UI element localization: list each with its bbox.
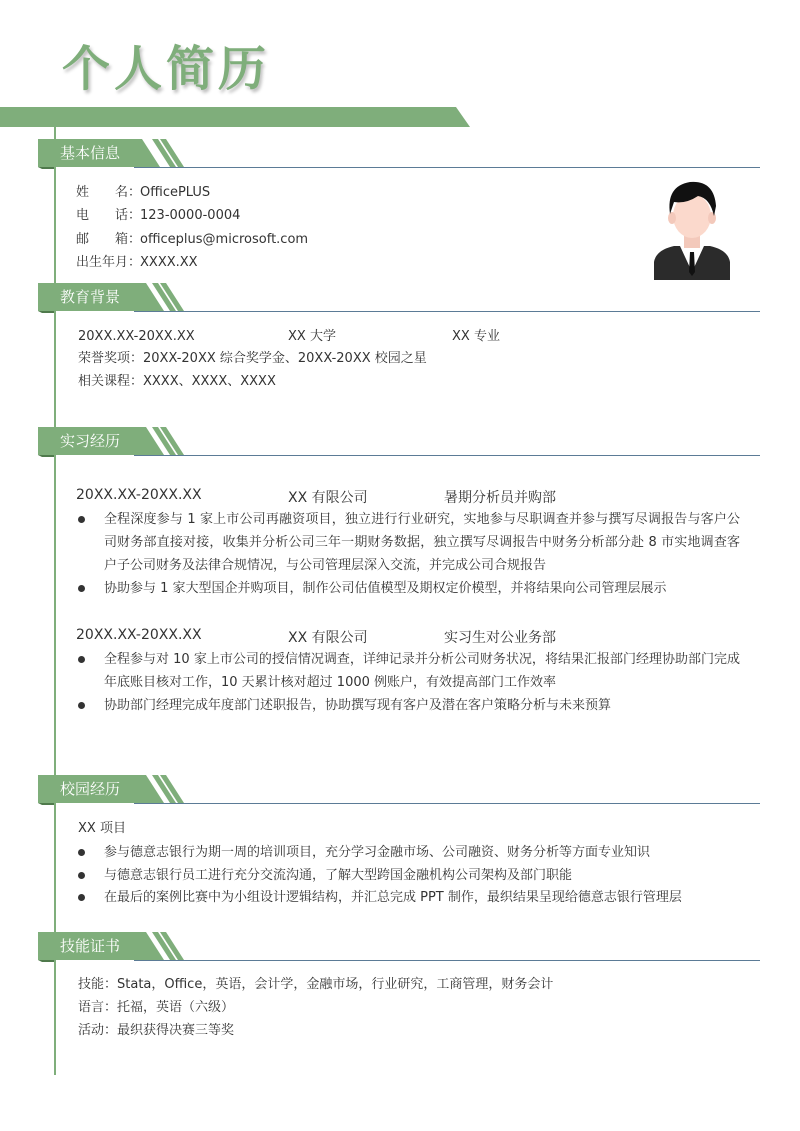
birth-row: 出生年月：XXXX.XX <box>76 255 198 270</box>
section-rule <box>134 167 760 168</box>
edu-major: XX 专业 <box>452 329 500 344</box>
job-role: 实习生对公业务部 <box>444 630 556 646</box>
list-item: 协助部门经理完成年度部门述职报告，协助撰写现有客户及潜在客户策略分析与未来预算 <box>76 694 740 717</box>
section-rule <box>134 455 760 456</box>
bullet-icon <box>78 849 85 856</box>
section-header-internship <box>38 427 760 455</box>
bullet-icon <box>78 585 85 592</box>
email-row: 邮 箱：officeplus@microsoft.com <box>76 232 309 247</box>
email-label: 邮 箱 <box>76 232 129 247</box>
list-item: 与德意志银行员工进行充分交流沟通，了解大型跨国金融机构公司架构及部门职能 <box>76 864 740 887</box>
edu-honors: 荣誉奖项：20XX-20XX 综合奖学金、20XX-20XX 校园之星 <box>78 351 427 366</box>
name-label: 姓 名 <box>76 185 129 200</box>
section-title-basic: 基本信息 <box>60 144 121 162</box>
list-item: 全程参与对 10 家上市公司的授信情况调查，详绅记录并分析公司财务状况，将结果汇报部门经理协助部门完成年底账目核对工作，10 天累计核对超过 1000 例账户，有效提高部门工作效率 <box>76 648 740 694</box>
edu-school: XX 大学 <box>288 329 336 344</box>
email-value: officeplus@microsoft.com <box>140 232 309 247</box>
phone-value: 123-0000-0004 <box>140 208 241 223</box>
job-company: XX 有限公司 <box>288 630 368 646</box>
section-header-campus <box>38 775 760 803</box>
birth-value: XXXX.XX <box>140 255 198 270</box>
job-company: XX 有限公司 <box>288 490 368 506</box>
section-header-skills <box>38 932 760 960</box>
language-line: 语言：托福，英语（六级） <box>78 1000 235 1015</box>
section-header-education <box>38 283 760 311</box>
list-item: 参与德意志银行为期一周的培训项目，充分学习金融市场、公司融资、财务分析等方面专业知识 <box>76 841 740 864</box>
section-title-skills: 技能证书 <box>60 937 121 955</box>
edu-period: 20XX.XX-20XX.XX <box>78 329 195 344</box>
bullet-icon <box>78 872 85 879</box>
section-header-basic <box>38 139 760 167</box>
section-title-education: 教育背景 <box>60 288 121 306</box>
section-title-internship: 实习经历 <box>60 432 121 450</box>
section-title-campus: 校园经历 <box>60 780 121 798</box>
section-rule <box>134 311 760 312</box>
job-period: 20XX.XX-20XX.XX <box>76 627 202 643</box>
phone-row: 电 话：123-0000-0004 <box>76 208 241 223</box>
list-item: 协助参与 1 家大型国企并购项目，制作公司估值模型及期权定价模型，并将结果向公司管理层展示 <box>76 577 740 600</box>
edu-courses: 相关课程：XXXX、XXXX、XXXX <box>78 374 276 389</box>
list-item: 全程深度参与 1 家上市公司再融资项目，独立进行行业研究，实地参与尽职调查并参与撰写尽调报告与客户公司财务部直接对接，收集并分析公司三年一期财务数据，独立撰写尽调报告中财务分析部分赴 8 市实地调查客户子公司财务及法律合规情况，与公司管理层深入交流，并完成公司合规报告 <box>76 508 740 577</box>
person-avatar-icon <box>652 176 732 280</box>
bullet-icon <box>78 516 85 523</box>
activity-line: 活动：最织获得决赛三等奖 <box>78 1023 235 1038</box>
phone-label: 电 话 <box>76 208 129 223</box>
resume-title: 个人简历 <box>62 41 271 97</box>
bullet-icon <box>78 656 85 663</box>
section-rule <box>134 803 760 804</box>
bullet-icon <box>78 702 85 709</box>
campus-project: XX 项目 <box>78 821 126 836</box>
job-role: 暑期分析员并购部 <box>444 490 556 506</box>
name-row: 姓 名：OfficePLUS <box>76 185 211 200</box>
job-period: 20XX.XX-20XX.XX <box>76 487 202 503</box>
list-item: 在最后的案例比赛中为小组设计逻辑结构，并汇总完成 PPT 制作，最织结果呈现给德意志银行管理层 <box>76 886 740 909</box>
birth-label: 出生年月 <box>76 255 129 270</box>
bullet-icon <box>78 894 85 901</box>
section-rule <box>134 960 760 961</box>
skills-line: 技能：Stata，Office，英语，会计学，金融市场，行业研究，工商管理，财务会计 <box>78 977 554 992</box>
name-value: OfficePLUS <box>140 185 211 200</box>
header-band <box>0 107 472 129</box>
